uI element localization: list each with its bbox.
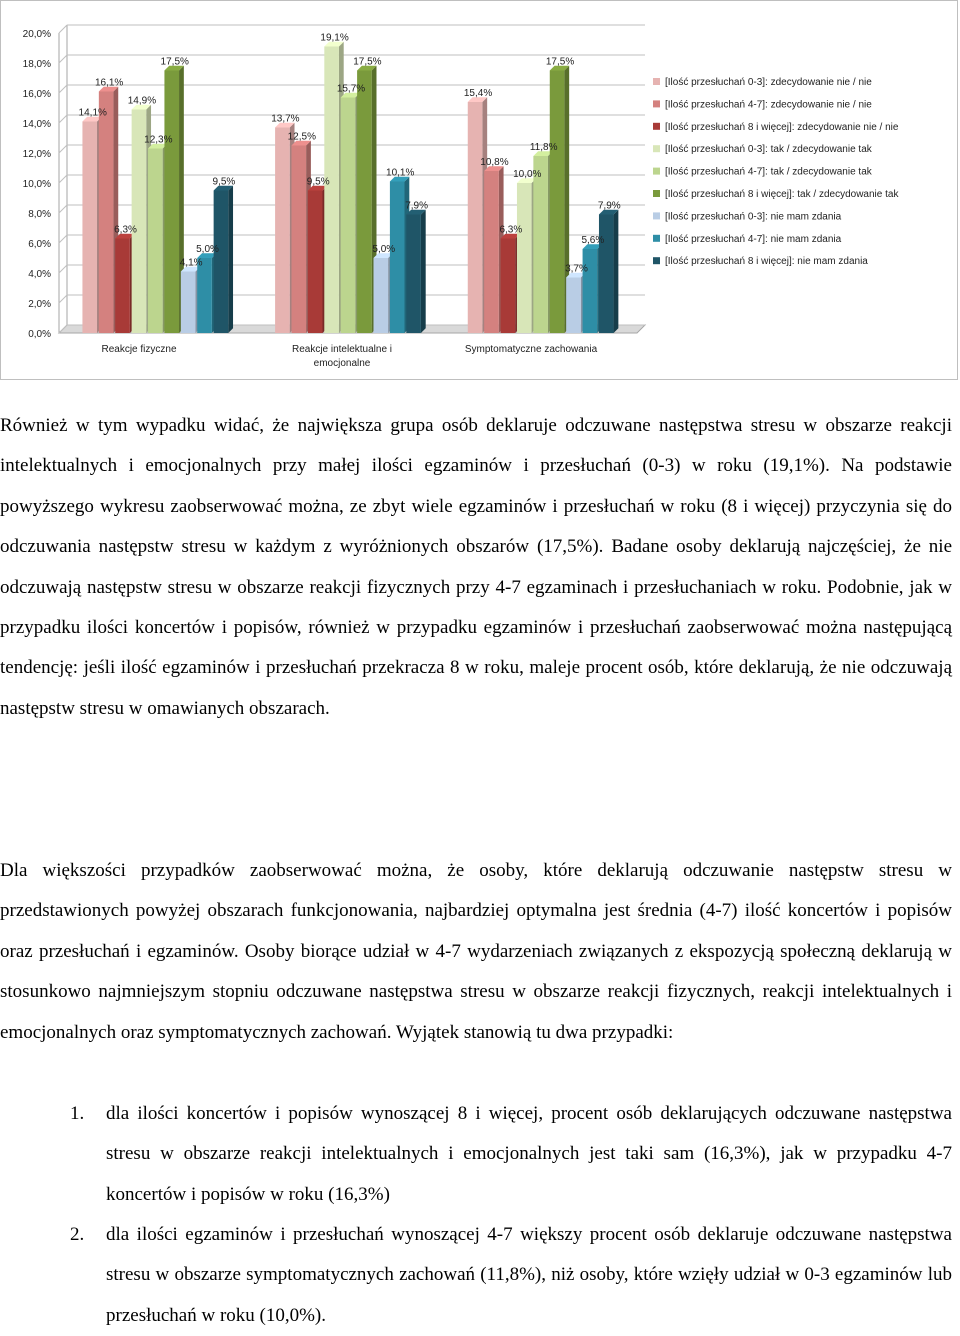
- legend-swatch: [653, 212, 660, 219]
- gridline-depth: [59, 55, 67, 63]
- data-label: 10,0%: [513, 169, 542, 180]
- bar: [406, 215, 421, 334]
- data-label: 7,9%: [597, 200, 621, 212]
- bar: [148, 149, 163, 334]
- data-label: 6,3%: [114, 224, 137, 236]
- gridline-depth: [59, 295, 67, 303]
- y-tick-label: 18,0%: [22, 59, 51, 70]
- gridline-depth: [59, 115, 67, 123]
- legend-swatch: [653, 168, 660, 175]
- legend-label: [Ilość przesłuchań 4-7]: zdecydowanie nie / nie: [665, 99, 872, 111]
- legend-label: [Ilość przesłuchań 4-7]: tak / zdecydowanie tak: [665, 166, 872, 178]
- bar: [583, 249, 598, 333]
- bar: [99, 92, 114, 334]
- bar: [181, 272, 196, 334]
- data-label: 4,1%: [179, 257, 203, 269]
- legend-swatch: [653, 123, 660, 130]
- legend-label: [Ilość przesłuchań 0-3]: nie mam zdania: [665, 211, 842, 223]
- bar: [275, 128, 290, 334]
- bar: [374, 258, 389, 333]
- bar: [214, 191, 229, 334]
- legend-swatch: [653, 190, 660, 197]
- data-label: 3,7%: [565, 263, 588, 275]
- y-tick-label: 2,0%: [28, 299, 51, 310]
- gridline-depth: [59, 265, 67, 273]
- data-label: 12,5%: [287, 131, 316, 143]
- bar: [599, 215, 614, 334]
- bar-side: [228, 186, 233, 333]
- bar: [115, 239, 130, 334]
- data-label: 11,8%: [529, 142, 558, 153]
- y-tick-label: 6,0%: [28, 239, 51, 250]
- legend-label: [Ilość przesłuchań 8 i więcej]: tak / zdecydowanie tak: [665, 189, 899, 200]
- list-number: 1.: [70, 1103, 85, 1124]
- bar-side: [421, 210, 426, 333]
- data-label: 10,8%: [480, 157, 509, 168]
- data-label: 9,5%: [306, 176, 330, 188]
- gridline-depth: [59, 205, 67, 213]
- data-label: 15,7%: [336, 83, 366, 95]
- data-label: 14,1%: [78, 107, 107, 119]
- legend-swatch: [653, 145, 660, 152]
- data-label: 17,5%: [160, 56, 189, 68]
- data-label: 17,5%: [545, 56, 575, 68]
- y-tick-label: 20,0%: [22, 29, 51, 40]
- data-label: 6,3%: [499, 224, 523, 236]
- bar: [484, 171, 499, 333]
- bar: [82, 122, 97, 334]
- data-label: 17,5%: [353, 56, 382, 68]
- bar: [501, 239, 516, 334]
- bar: [468, 102, 483, 333]
- legend-swatch: [653, 257, 660, 264]
- data-label: 5,0%: [372, 244, 396, 255]
- list-number: 2.: [70, 1224, 85, 1245]
- data-label: 9,5%: [212, 176, 236, 188]
- data-label: 7,9%: [405, 200, 428, 212]
- category-label: Symptomatyczne zachowania: [464, 344, 598, 355]
- bar-side: [614, 210, 619, 333]
- data-label: 13,7%: [271, 113, 300, 125]
- data-label: 5,6%: [581, 235, 605, 246]
- legend-label: [Ilość przesłuchań 0-3]: zdecydowanie nie / nie: [665, 77, 872, 88]
- bar: [308, 191, 323, 334]
- bar-chart: [0, 0, 958, 380]
- gridline-depth: [59, 145, 67, 153]
- bar: [197, 258, 212, 333]
- y-tick-label: 10,0%: [22, 179, 51, 190]
- y-tick-label: 12,0%: [22, 149, 51, 160]
- data-label: 12,3%: [144, 134, 173, 146]
- bar: [566, 278, 581, 334]
- data-label: 14,9%: [127, 95, 157, 107]
- legend-swatch: [653, 100, 660, 107]
- paragraph-1: Również w tym wypadku widać, że największa grupa osób deklaruje odczuwane następstwa stresu w obszarze reakcji intelektualnych i emocjonalnych przy małej ilości egzaminów i przesłuchań (0-3) w roku (19,1%). Na podstawie powyższego wykresu zaobserwować można, ze zbyt wiele egzaminów i przesłuchań w roku (8 i więcej) przyczynia się do odczuwania następstw stresu w każdym z wyróżnionych obszarów (17,5%). Badane osoby deklarują najczęściej, że nie odczuwają następstw stresu w obszarze reakcji fizycznych przy 4-7 egzaminach i przesłuchaniach w roku. Podobnie, jak w przypadku ilości koncertów i popisów, również w przypadku egzaminów i przesłuchań zaobserwować można następującą tendencję: jeśli ilość egzaminów i przesłuchań przekracza 8 w roku, maleje procent osób, które deklarują, że nie odczuwają następstw stresu w omawianych obszarach.: [0, 415, 952, 719]
- bar: [292, 146, 307, 334]
- legend-label: [Ilość przesłuchań 0-3]: tak / zdecydowanie tak: [665, 144, 872, 156]
- y-tick-label: 16,0%: [22, 89, 51, 100]
- category-label: Reakcje intelektualne i emocjonalne: [291, 344, 393, 369]
- legend-label: [Ilość przesłuchań 4-7]: nie mam zdania: [665, 233, 842, 245]
- gridline-depth: [59, 235, 67, 243]
- bar: [357, 71, 372, 334]
- legend-swatch: [653, 78, 660, 85]
- category-label: Reakcje fizyczne: [101, 344, 177, 355]
- chart-svg: [1, 1, 959, 381]
- data-label: 15,4%: [463, 88, 493, 99]
- gridline-depth: [59, 175, 67, 183]
- bar: [341, 98, 356, 334]
- y-tick-label: 14,0%: [22, 119, 51, 130]
- list-item-text: dla ilości egzaminów i przesłuchań wynoszącej 4-7 większy procent osób deklaruje odczuwane następstwa stresu w obszarze symptomatycznych zachowań (11,8%), niż osoby, które wzięły udział w 0-3 egzaminów lub przesłuchań w roku (10,0%).: [106, 1224, 952, 1326]
- legend-label: [Ilość przesłuchań 8 i więcej]: nie mam zdania: [665, 256, 868, 268]
- bar: [164, 71, 179, 334]
- y-tick-label: 8,0%: [28, 209, 51, 220]
- data-label: 5,0%: [196, 244, 219, 255]
- paragraph-2: Dla większości przypadków zaobserwować można, że osoby, które deklarują odczuwanie następstw stresu w przedstawionych powyżej obszarach funkcjonowania, najbardziej optymalna jest średnia (4-7) ilość koncertów i popisów oraz przesłuchań i egzaminów. Osoby biorące udział w 4-7 wydarzeniach związanych z ekspozycją społeczną deklarują w stosunkowo najmniejszym stopniu odczuwane następstwa stresu w obszarze reakcji fizycznych, reakcji intelektualnych i emocjonalnych oraz symptomatycznych zachowań. Wyjątek stanowią tu dwa przypadki:: [0, 860, 952, 1043]
- y-tick-label: 0,0%: [28, 329, 51, 340]
- y-tick-label: 4,0%: [28, 269, 51, 280]
- bar: [390, 182, 405, 334]
- bar: [550, 71, 565, 334]
- bar: [517, 183, 532, 333]
- bar: [533, 156, 548, 333]
- legend-label: [Ilość przesłuchań 8 i więcej]: zdecydowanie nie / nie: [665, 121, 899, 133]
- data-label: 19,1%: [320, 32, 349, 44]
- data-label: 16,1%: [94, 77, 124, 89]
- legend-swatch: [653, 235, 660, 242]
- data-label: 10,1%: [386, 167, 415, 179]
- gridline-depth: [59, 85, 67, 93]
- gridline-depth: [59, 25, 67, 33]
- list-item-text: dla ilości koncertów i popisów wynoszącej 8 i więcej, procent osób deklarujących odczuwane następstwa stresu w obszarze reakcji intelektualnych i emocjonalnych jest taki sam (16,3%), jak w przypadku 4-7 koncertów i popisów w roku (16,3%): [106, 1103, 952, 1205]
